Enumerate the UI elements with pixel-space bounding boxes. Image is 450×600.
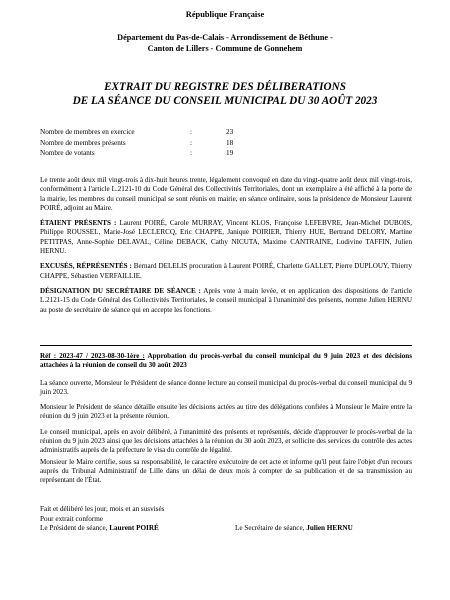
deliberation-title: Approbation du procès-verbal du conseil municipal du 9 juin 2023 et des décisions attachées à la réunion de conseil du 30 août 2023: [40, 352, 413, 370]
president-label: Le Président de séance,: [40, 524, 110, 532]
deliberation-ref: Réf : 2023-47 / 2023-08-30-1ère :: [40, 352, 145, 360]
deliberation-heading: [40, 352, 412, 371]
header-country: République Française: [185, 10, 265, 19]
count-row: [40, 148, 240, 159]
signature-line-2: Pour extrait conforme: [40, 514, 104, 523]
header-line-2: Canton de Lillers - Commune de Gonnehem: [147, 44, 303, 53]
secretaire-paragraph: [40, 287, 412, 315]
excuses-text: Bernard DELELIS procuration à Laurent POIRÉ, Charlette GALLET, Pierre DUPLOUY, Thierry CHAPPE, Sébastien VERFAILLIE.: [40, 262, 412, 280]
deliberation-paragraph: Monsieur le Président de séance détaille ensuite les décisions actées au titre des délégations confiées à Monsieur le Maire entre la réunion du 9 juin 2023 et la présente réunion.: [40, 403, 412, 421]
count-colon: :: [190, 149, 192, 157]
presents-paragraph: [40, 219, 412, 256]
secretaire-sig-name: Julien HERNU: [306, 524, 353, 532]
deliberation-paragraph: La séance ouverte, Monsieur le Président de séance donne lecture au conseil municipal du procès-verbal du conseil municipal du 9 juin 2023.: [40, 378, 412, 396]
secretaire-signature: [235, 524, 353, 532]
title-line-2: DE LA SÉANCE DU CONSEIL MUNICIPAL DU 30 AOÛT 2023: [72, 95, 378, 107]
presents-text: Laurent POIRÉ, Carole MURRAY, Vincent KLOS, Françoise LEFEBVRE, Jean-Michel DUBOIS, Philippe ROUSSEL, Marie-José LECLERCQ, Eric CHAPPE, Janique POIRIER, Thierry HUE, Bertrand DELORY, Martine PETITPAS, Anne-Sophie DELAVAL, Céline DEBACK, Cathy NICUTA, Maxime CANTRAINE, Ludivine TAFFIN, Julien HERNU.: [40, 219, 412, 256]
title-line-1: EXTRAIT DU REGISTRE DES DÉLIBERATIONS: [104, 81, 346, 93]
signature-block: [40, 505, 412, 534]
document-title: [0, 80, 450, 108]
section-divider: [40, 345, 412, 346]
count-row: [40, 138, 240, 149]
excuses-paragraph: [40, 262, 412, 281]
count-label: Nombre de votants: [40, 149, 95, 157]
intro-paragraph: Le trente août deux mil vingt-trois à dix-huit heures trente, légalement convoqué en date du vingt-quatre août deux mil vingt-trois, conformément à l'article L.2121-10 du Code Général des Collectivités Territoriales, dont un exemplaire a été affiché à la porte de la mairie, les membres du conseil municipal se sont réunis en mairie, en séance ordinaire, sous la présidence de Monsieur Laurent POIRÉ, adjoint au Maire.: [40, 176, 412, 212]
presents-label: ÉTAIENT PRÉSENTS :: [40, 219, 117, 228]
header-administrative: [0, 32, 450, 54]
member-counts: [40, 127, 240, 159]
signature-line-1: Fait et délibéré les jour, mois et an susvisés: [40, 505, 165, 513]
count-colon: :: [190, 138, 192, 147]
count-row: [40, 127, 240, 138]
count-colon: :: [190, 128, 192, 136]
count-label: Nombre de membres présents: [40, 138, 126, 147]
deliberation-section: [40, 352, 412, 486]
president-name: Laurent POIRÉ: [109, 524, 159, 532]
secretaire-label: DÉSIGNATION DU SECRÉTAIRE DE SÉANCE :: [40, 286, 201, 295]
count-label: Nombre de membres en exercice: [40, 128, 135, 136]
count-value: 18: [226, 138, 234, 147]
secretaire-sig-label: Le Secrétaire de séance,: [235, 524, 307, 532]
count-value: 19: [226, 149, 234, 157]
deliberation-paragraph: Monsieur le Maire certifie, sous sa responsabilité, le caractère exécutoire de cet acte et informe qu'il peut faire l'objet d'un recours auprès du Tribunal Administratif de Lille dans un délai de deux mois à compter de sa publication et de sa transmission au représentant de l'État.: [40, 457, 412, 485]
header-line-1: Département du Pas-de-Calais - Arrondissement de Béthune -: [117, 33, 333, 42]
count-value: 23: [226, 128, 234, 136]
excuses-label: EXCUSÉS, RÉPRÉSENTÉS :: [40, 262, 132, 271]
president-signature: [40, 524, 412, 534]
deliberation-paragraph: Le conseil municipal, après en avoir délibéré, à l'unanimité des présents et représentés, décide d'approuver le procès-verbal de la réunion du 9 juin 2023 ainsi que les décisions attachées à la réunion du 30 août 2023, et sollicite des services du contrôle des actes administratifs auprès de la préfecture le visa du contrôle de légalité.: [40, 427, 412, 455]
session-details: [40, 176, 412, 315]
secretaire-text: Après vote à main levée, et en application des dispositions de l'article L.2121-15 du Code Général des Collectivités Territoriales, le conseil municipal à l'unanimité des présents, nomme Julien HERNU au poste de secrétaire de séance qui en accepte les fonctions.: [40, 286, 413, 314]
